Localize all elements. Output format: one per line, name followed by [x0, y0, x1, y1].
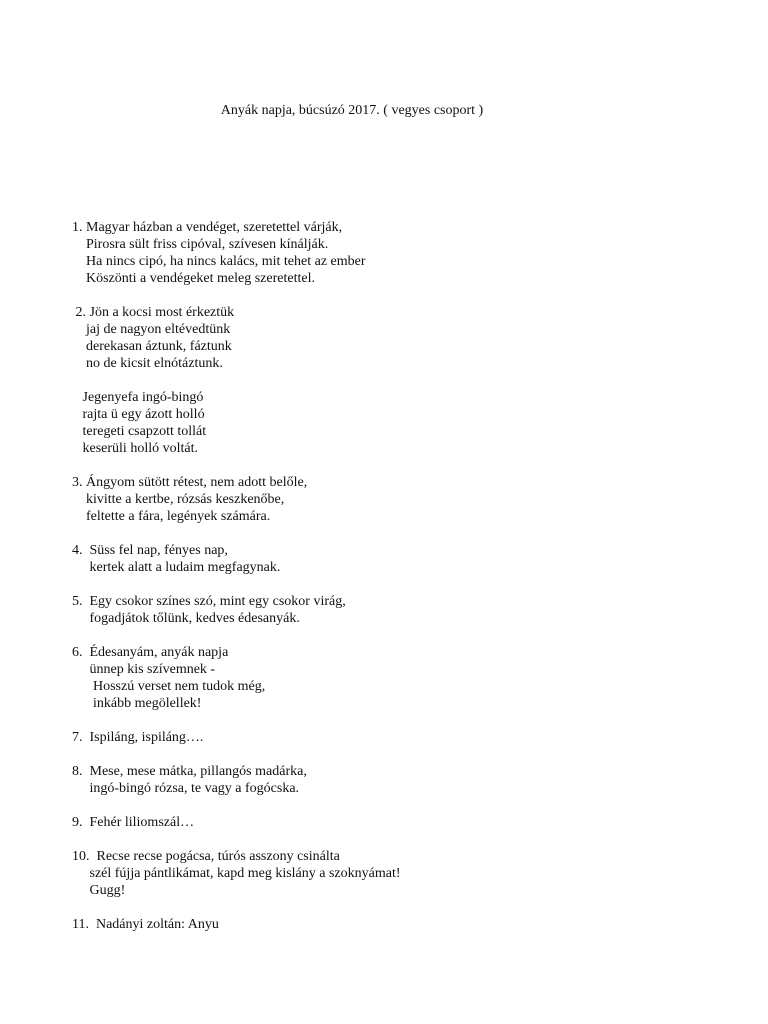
text-line: 10. Recse recse pogácsa, túrós asszony csinálta [72, 849, 340, 864]
text-line [72, 576, 712, 593]
text-line: no de kicsit elnótáztunk. [72, 356, 223, 371]
text-line: inkább megölellek! [72, 696, 202, 711]
text-line: keserüli holló voltát. [72, 441, 198, 456]
text-line: Pirosra sült friss cipóval, szívesen kínálják. [72, 237, 329, 252]
text-line: derekasan áztunk, fáztunk [72, 339, 232, 354]
text-line: 9. Fehér liliomszál… [72, 815, 195, 830]
text-line: 1. Magyar házban a vendéget, szeretettel várják, [72, 220, 343, 235]
text-line: Hosszú verset nem tudok még, [72, 679, 266, 694]
text-line: jaj de nagyon eltévedtünk [72, 322, 231, 337]
text-line: 2. Jön a kocsi most érkeztük [72, 305, 235, 320]
text-line: Gugg! [72, 883, 126, 898]
text-line: rajta ü egy ázott holló [72, 407, 205, 422]
document-title: Anyák napja, búcsúzó 2017. ( vegyes csoport ) [220, 103, 484, 118]
text-line: 5. Egy csokor színes szó, mint egy csokor virág, [72, 594, 346, 609]
text-line: szél fújja pántlikámat, kapd meg kislány a szoknyámat! [72, 866, 401, 881]
text-line: ünnep kis szívemnek - [72, 662, 216, 677]
text-line [72, 627, 712, 644]
text-line [72, 831, 712, 848]
text-line: kertek alatt a ludaim megfagynak. [72, 560, 281, 575]
text-line [72, 287, 712, 304]
text-line: Jegenyefa ingó-bingó [72, 390, 204, 405]
text-line: Köszönti a vendégeket meleg szeretettel. [72, 271, 315, 286]
text-line [72, 797, 712, 814]
text-line [72, 746, 712, 763]
text-line: 6. Édesanyám, anyák napja [72, 645, 229, 660]
text-line: 3. Ángyom sütött rétest, nem adott belőle, [72, 475, 308, 490]
text-line: ingó-bingó rózsa, te vagy a fogócska. [72, 781, 300, 796]
document-body [72, 219, 712, 933]
text-line [72, 457, 712, 474]
text-line: Ha nincs cipó, ha nincs kalács, mit tehet az ember [72, 254, 366, 269]
text-line [72, 372, 712, 389]
text-line [72, 899, 712, 916]
text-line: kivitte a kertbe, rózsás keszkenőbe, [72, 492, 285, 507]
text-line: fogadjátok tőlünk, kedves édesanyák. [72, 611, 300, 626]
text-line: teregeti csapzott tollát [72, 424, 207, 439]
text-line: 8. Mese, mese mátka, pillangós madárka, [72, 764, 307, 779]
text-line: 11. Nadányi zoltán: Anyu [72, 917, 219, 932]
text-line [72, 712, 712, 729]
text-line [72, 525, 712, 542]
text-line: 4. Süss fel nap, fényes nap, [72, 543, 228, 558]
text-line: feltette a fára, legények számára. [72, 509, 271, 524]
text-line: 7. Ispiláng, ispiláng…. [72, 730, 204, 745]
